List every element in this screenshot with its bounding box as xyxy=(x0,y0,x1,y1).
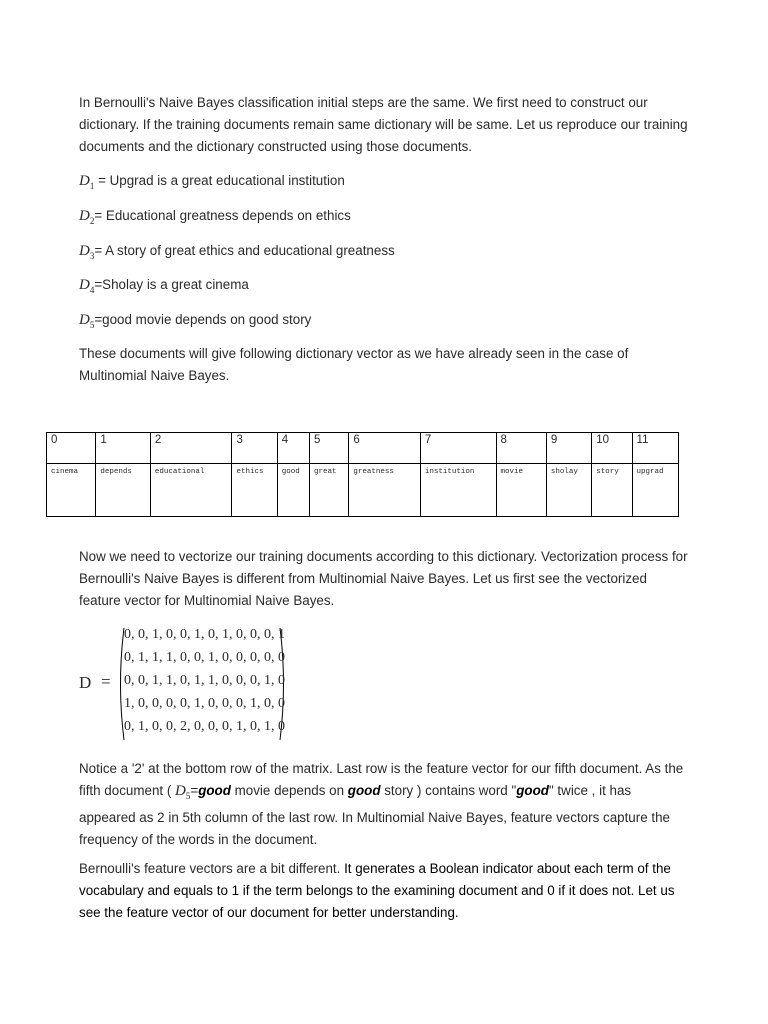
after-docs-paragraph: These documents will give following dictionary vector as we have already seen in the case of Multinomial Naive Bayes. xyxy=(79,346,629,383)
word-cell: story xyxy=(592,464,632,517)
notice-paragraph: Notice a '2' at the bottom row of the matrix. Last row is the feature vector for our fifth document. As the fifth document ( $D_5=good$ movie depends on good story ) contains word "good" twice , it has appeared as 2 in 5th column of the last row. In Multinomial Naive Bayes, feature vectors capture the frequency of the words in the document. xyxy=(79,761,684,847)
document-d2 xyxy=(79,206,351,231)
matrix-label: D xyxy=(79,673,92,692)
matrix-row: 0, 1, 1, 1, 0, 0, 1, 0, 0, 0, 0, 0 xyxy=(124,650,285,665)
doc-variable: $D_4$ xyxy=(79,277,95,295)
index-cell: 3 xyxy=(232,433,277,464)
index-cell: 0 xyxy=(47,433,96,464)
index-cell: 7 xyxy=(420,433,496,464)
doc-variable: $D_5$ xyxy=(79,312,95,330)
word-cell: cinema xyxy=(47,464,96,517)
intro-paragraph: In Bernoulli's Naive Bayes classification initial steps are the same. We first need to construct our dictionary. If the training documents remain same dictionary will be same. Let us reproduce our training documents and the dictionary constructed using those documents. xyxy=(79,95,688,154)
document-d1 xyxy=(79,171,345,196)
index-cell: 2 xyxy=(150,433,232,464)
word-cell: good xyxy=(277,464,309,517)
word-cell: great xyxy=(310,464,349,517)
index-cell: 5 xyxy=(310,433,349,464)
matrix-row: 1, 0, 0, 0, 0, 1, 0, 0, 0, 1, 0, 0 xyxy=(124,696,285,711)
doc-variable: $D_2$ xyxy=(79,208,95,226)
doc-text: = Upgrad is a great educational institution xyxy=(94,173,345,188)
document-d4 xyxy=(79,275,249,300)
doc-variable: $D_5$ xyxy=(175,783,191,801)
index-cell: 6 xyxy=(349,433,421,464)
word-cell: institution xyxy=(420,464,496,517)
word-cell: educational xyxy=(150,464,232,517)
dictionary-index-row xyxy=(47,433,679,464)
doc-text: =Sholay is a great cinema xyxy=(94,277,249,292)
doc-text: = A story of great ethics and educational greatness xyxy=(94,243,395,258)
matrix-row: 0, 0, 1, 1, 0, 1, 1, 0, 0, 0, 1, 0 xyxy=(124,673,285,688)
matrix-row: 0, 0, 1, 0, 0, 1, 0, 1, 0, 0, 0, 1 xyxy=(124,627,285,642)
word-cell: ethics xyxy=(232,464,277,517)
doc-variable: $D_1$ xyxy=(79,173,95,191)
dictionary-word-row xyxy=(47,464,679,517)
bernoulli-paragraph: Bernoulli's feature vectors are a bit different. It generates a Boolean indicator about each term of the vocabulary and equals to 1 if the term belongs to the examining document and 0 if it does not. Let us see the feature vector of our document for better understanding. xyxy=(79,861,675,920)
matrix-equals: = xyxy=(101,672,111,691)
matrix-body xyxy=(116,626,288,742)
document-d5 xyxy=(79,310,311,335)
dictionary-table xyxy=(46,432,679,517)
index-cell: 9 xyxy=(546,433,591,464)
index-cell: 10 xyxy=(592,433,632,464)
word-cell: movie xyxy=(496,464,546,517)
doc-text: =good movie depends on good story xyxy=(94,312,312,327)
word-cell: upgrad xyxy=(632,464,678,517)
vectorize-paragraph: Now we need to vectorize our training documents according to this dictionary. Vectorization process for Bernoulli's Naive Bayes is different from Multinomial Naive Bayes. Let us first see the vectorized feature vector for Multinomial Naive Bayes. xyxy=(79,549,688,608)
index-cell: 4 xyxy=(277,433,309,464)
word-cell: depends xyxy=(96,464,150,517)
matrix-row: 0, 1, 0, 0, 2, 0, 0, 0, 1, 0, 1, 0 xyxy=(124,719,285,734)
word-cell: greatness xyxy=(349,464,421,517)
doc-variable: $D_3$ xyxy=(79,243,95,261)
doc-text: = Educational greatness depends on ethics xyxy=(94,208,351,223)
word-cell: sholay xyxy=(546,464,591,517)
index-cell: 11 xyxy=(632,433,678,464)
index-cell: 8 xyxy=(496,433,546,464)
document-d3 xyxy=(79,241,395,266)
index-cell: 1 xyxy=(96,433,150,464)
